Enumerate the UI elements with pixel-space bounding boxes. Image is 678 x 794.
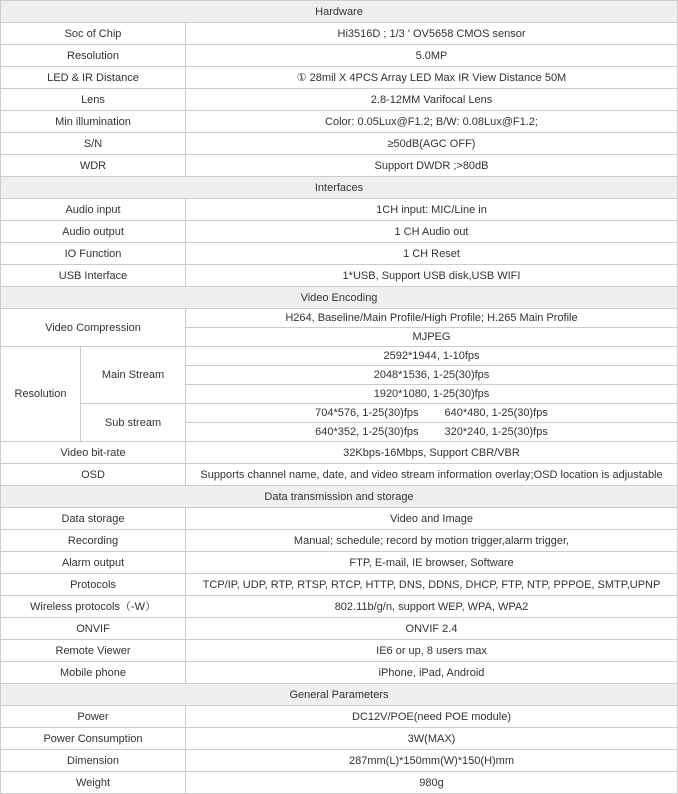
table-row	[1, 67, 678, 89]
row-value: 3W(MAX)	[186, 728, 678, 750]
row-label: OSD	[1, 464, 186, 486]
row-value: 32Kbps-16Mbps, Support CBR/VBR	[186, 442, 678, 464]
table-row	[1, 155, 678, 177]
row-value: ① 28mil X 4PCS Array LED Max IR View Distance 50M	[186, 67, 678, 89]
row-label: Video Compression	[1, 309, 186, 347]
row-label: Resolution	[1, 45, 186, 67]
section-header-row	[1, 486, 678, 508]
table-row	[1, 404, 678, 423]
table-row	[1, 133, 678, 155]
row-label: Soc of Chip	[1, 23, 186, 45]
table-row	[1, 89, 678, 111]
row-value: 1*USB, Support USB disk,USB WIFI	[186, 265, 678, 287]
row-label: Remote Viewer	[1, 640, 186, 662]
row-value: 2048*1536, 1-25(30)fps	[186, 366, 678, 385]
row-value: Manual; schedule; record by motion trigger,alarm trigger,	[186, 530, 678, 552]
row-label: Power	[1, 706, 186, 728]
row-label: Audio output	[1, 221, 186, 243]
row-sublabel: Main Stream	[81, 347, 186, 404]
row-label: Audio input	[1, 199, 186, 221]
row-value: Color: 0.05Lux@F1.2; B/W: 0.08Lux@F1.2;	[186, 111, 678, 133]
row-value: iPhone, iPad, Android	[186, 662, 678, 684]
section-header-row	[1, 177, 678, 199]
table-row	[1, 662, 678, 684]
table-row	[1, 552, 678, 574]
table-row	[1, 45, 678, 67]
table-row	[1, 750, 678, 772]
section-header-row	[1, 684, 678, 706]
row-value: 5.0MP	[186, 45, 678, 67]
row-value: 2.8-12MM Varifocal Lens	[186, 89, 678, 111]
section-title-interfaces: Interfaces	[1, 177, 678, 199]
row-label: USB Interface	[1, 265, 186, 287]
table-row	[1, 640, 678, 662]
row-value: Hi3516D ; 1/3 ' OV5658 CMOS sensor	[186, 23, 678, 45]
row-value: 980g	[186, 772, 678, 794]
table-row	[1, 221, 678, 243]
row-label: Video bit-rate	[1, 442, 186, 464]
table-row	[1, 706, 678, 728]
row-label: Power Consumption	[1, 728, 186, 750]
row-value: Video and Image	[186, 508, 678, 530]
section-title-hardware: Hardware	[1, 1, 678, 23]
row-label: Weight	[1, 772, 186, 794]
row-value: ≥50dB(AGC OFF)	[186, 133, 678, 155]
row-value: IE6 or up, 8 users max	[186, 640, 678, 662]
table-row	[1, 508, 678, 530]
table-row	[1, 23, 678, 45]
sub-stream-value-right: 320*240, 1-25(30)fps	[444, 426, 548, 438]
table-row	[1, 772, 678, 794]
sub-stream-value-right: 640*480, 1-25(30)fps	[444, 407, 548, 419]
table-row	[1, 442, 678, 464]
row-value: 1 CH Reset	[186, 243, 678, 265]
row-value: 287mm(L)*150mm(W)*150(H)mm	[186, 750, 678, 772]
sub-stream-value-left: 704*576, 1-25(30)fps	[315, 407, 419, 419]
row-value: 1 CH Audio out	[186, 221, 678, 243]
row-label: WDR	[1, 155, 186, 177]
row-value: 1920*1080, 1-25(30)fps	[186, 385, 678, 404]
table-row	[1, 243, 678, 265]
table-row	[1, 618, 678, 640]
row-value: DC12V/POE(need POE module)	[186, 706, 678, 728]
table-row	[1, 464, 678, 486]
row-value	[186, 423, 678, 442]
row-label: Mobile phone	[1, 662, 186, 684]
section-title-general: General Parameters	[1, 684, 678, 706]
row-value: FTP, E-mail, IE browser, Software	[186, 552, 678, 574]
table-row	[1, 574, 678, 596]
row-label: LED & IR Distance	[1, 67, 186, 89]
section-title-video-encoding: Video Encoding	[1, 287, 678, 309]
row-label: Resolution	[1, 347, 81, 442]
table-row	[1, 111, 678, 133]
row-value: Support DWDR ;>80dB	[186, 155, 678, 177]
row-label: Wireless protocols（-W）	[1, 596, 186, 618]
row-label: S/N	[1, 133, 186, 155]
row-label: Min illumination	[1, 111, 186, 133]
row-value: Supports channel name, date, and video stream information overlay;OSD location is adjustable	[186, 464, 678, 486]
row-label: ONVIF	[1, 618, 186, 640]
section-header-row	[1, 1, 678, 23]
sub-stream-value-left: 640*352, 1-25(30)fps	[315, 426, 419, 438]
row-label: IO Function	[1, 243, 186, 265]
row-label: Dimension	[1, 750, 186, 772]
table-row	[1, 347, 678, 366]
row-label: Data storage	[1, 508, 186, 530]
row-value: MJPEG	[186, 328, 678, 347]
row-label: Lens	[1, 89, 186, 111]
table-row	[1, 728, 678, 750]
table-row	[1, 265, 678, 287]
row-value: TCP/IP, UDP, RTP, RTSP, RTCP, HTTP, DNS, DDNS, DHCP, FTP, NTP, PPPOE, SMTP,UPNP	[186, 574, 678, 596]
table-row	[1, 309, 678, 328]
row-value: 802.11b/g/n, support WEP, WPA, WPA2	[186, 596, 678, 618]
table-row	[1, 596, 678, 618]
table-row	[1, 199, 678, 221]
row-sublabel: Sub stream	[81, 404, 186, 442]
section-title-data-transmission: Data transmission and storage	[1, 486, 678, 508]
row-label: Protocols	[1, 574, 186, 596]
row-label: Alarm output	[1, 552, 186, 574]
row-value: H264, Baseline/Main Profile/High Profile; H.265 Main Profile	[186, 309, 678, 328]
section-header-row	[1, 287, 678, 309]
row-value: 1CH input: MIC/Line in	[186, 199, 678, 221]
row-label: Recording	[1, 530, 186, 552]
row-value: ONVIF 2.4	[186, 618, 678, 640]
row-value	[186, 404, 678, 423]
table-row	[1, 530, 678, 552]
row-value: 2592*1944, 1-10fps	[186, 347, 678, 366]
